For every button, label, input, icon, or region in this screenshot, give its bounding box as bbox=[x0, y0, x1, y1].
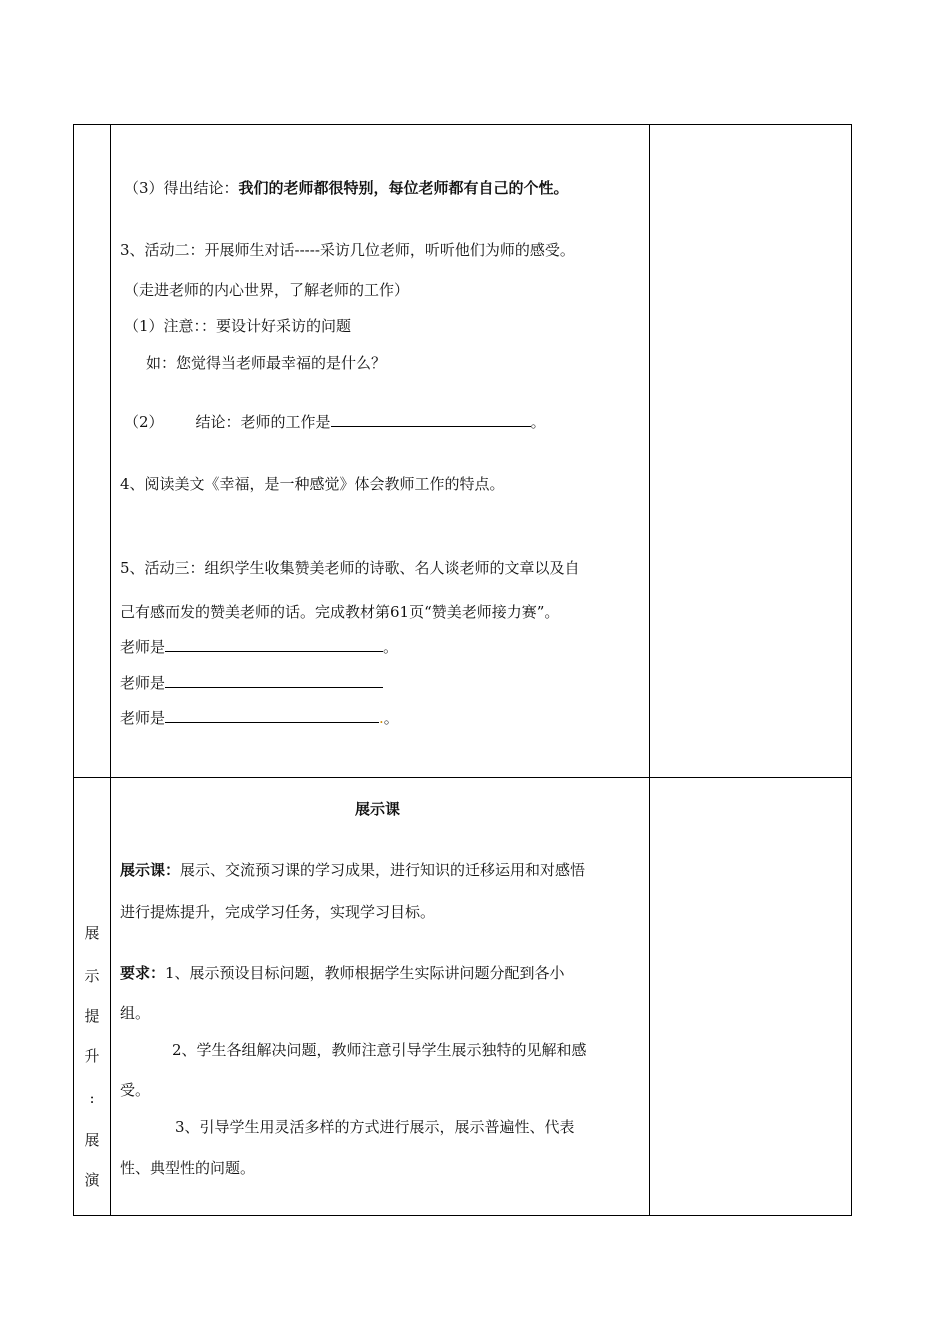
side-label-char-4: 升 bbox=[84, 1047, 100, 1065]
req2-line1: 2、学生各组解决问题，教师注意引导学生展示独特的见解和感 bbox=[172, 1041, 587, 1059]
teacher-line-2 bbox=[120, 673, 383, 693]
side-label-char-5: : bbox=[89, 1089, 95, 1107]
activity2-line: 3、活动二：开展师生对话-----采访几位老师，听听他们为师的感受。 bbox=[120, 241, 575, 259]
side-label-char-6: 展 bbox=[84, 1131, 100, 1149]
note1-line: （1）注意：：要设计好采访的问题 bbox=[124, 317, 352, 335]
column-divider-1 bbox=[110, 124, 111, 1216]
activity2-note: （走进老师的内心世界，了解老师的工作） bbox=[124, 281, 410, 299]
conclusion-prefix: （3）得出结论： bbox=[124, 179, 239, 197]
conclusion-bold: 我们的老师都很特别，每位老师都有自己的个性。 bbox=[238, 179, 569, 197]
req1-line1 bbox=[120, 963, 565, 983]
teacher-period-3: 。 bbox=[383, 709, 399, 727]
teacher-line-3 bbox=[120, 708, 399, 728]
teacher-blank-3[interactable] bbox=[165, 708, 379, 723]
example-line: 如：您觉得当老师最幸福的是什么？ bbox=[146, 354, 387, 372]
intro-line2: 进行提炼提升，完成学习任务，实现学习目标。 bbox=[120, 903, 436, 921]
side-label-char-7: 演 bbox=[84, 1171, 100, 1189]
intro-text-1: 展示、交流预习课的学习成果，进行知识的迁移运用和对感悟 bbox=[180, 861, 586, 879]
teacher-label: 老师是 bbox=[120, 709, 166, 727]
conclusion-line bbox=[124, 178, 569, 198]
conclusion2-period: 。 bbox=[530, 413, 546, 431]
req2-line2: 受。 bbox=[120, 1081, 151, 1099]
side-label-char-2: 示 bbox=[84, 967, 100, 985]
intro-line1 bbox=[120, 860, 585, 880]
req1-text-1: 1、展示预设目标问题，教师根据学生实际讲问题分配到各小 bbox=[165, 964, 565, 982]
table-right-border bbox=[851, 124, 852, 1216]
teacher-blank-2[interactable] bbox=[165, 673, 383, 688]
column-divider-2 bbox=[649, 124, 650, 1216]
teacher-blank-1[interactable] bbox=[165, 637, 383, 652]
req3-line1: 3、引导学生用灵活多样的方式进行展示，展示普遍性、代表 bbox=[175, 1118, 575, 1136]
req3-line2: 性、典型性的问题。 bbox=[120, 1159, 256, 1177]
intro-bold-label: 展示课： bbox=[120, 861, 181, 879]
conclusion2-line bbox=[124, 412, 546, 432]
teacher-period-1: 。 bbox=[383, 638, 399, 656]
conclusion2-blank[interactable] bbox=[331, 412, 531, 427]
teacher-line-1 bbox=[120, 637, 398, 657]
activity3-line1: 5、活动三：组织学生收集赞美老师的诗歌、名人谈老师的文章以及自 bbox=[120, 559, 580, 577]
teacher-label: 老师是 bbox=[120, 638, 166, 656]
dot-mark: . bbox=[379, 709, 384, 727]
section-title: 展示课 bbox=[355, 800, 401, 818]
conclusion2-label: （2） bbox=[124, 413, 164, 431]
row-divider bbox=[73, 777, 852, 778]
req-bold-label: 要求： bbox=[120, 964, 166, 982]
conclusion2-text: 结论：老师的工作是 bbox=[195, 413, 331, 431]
table-top-border bbox=[73, 124, 852, 125]
reading-line: 4、阅读美文《幸福，是一种感觉》体会教师工作的特点。 bbox=[120, 475, 505, 493]
side-label-char-3: 提 bbox=[84, 1007, 100, 1025]
table-bottom-border bbox=[73, 1215, 852, 1216]
req1-line2: 组。 bbox=[120, 1004, 151, 1022]
activity3-line2: 己有感而发的赞美老师的话。完成教材第61页“赞美老师接力赛”。 bbox=[120, 603, 560, 621]
side-label-char-1: 展 bbox=[84, 924, 100, 942]
teacher-label: 老师是 bbox=[120, 674, 166, 692]
